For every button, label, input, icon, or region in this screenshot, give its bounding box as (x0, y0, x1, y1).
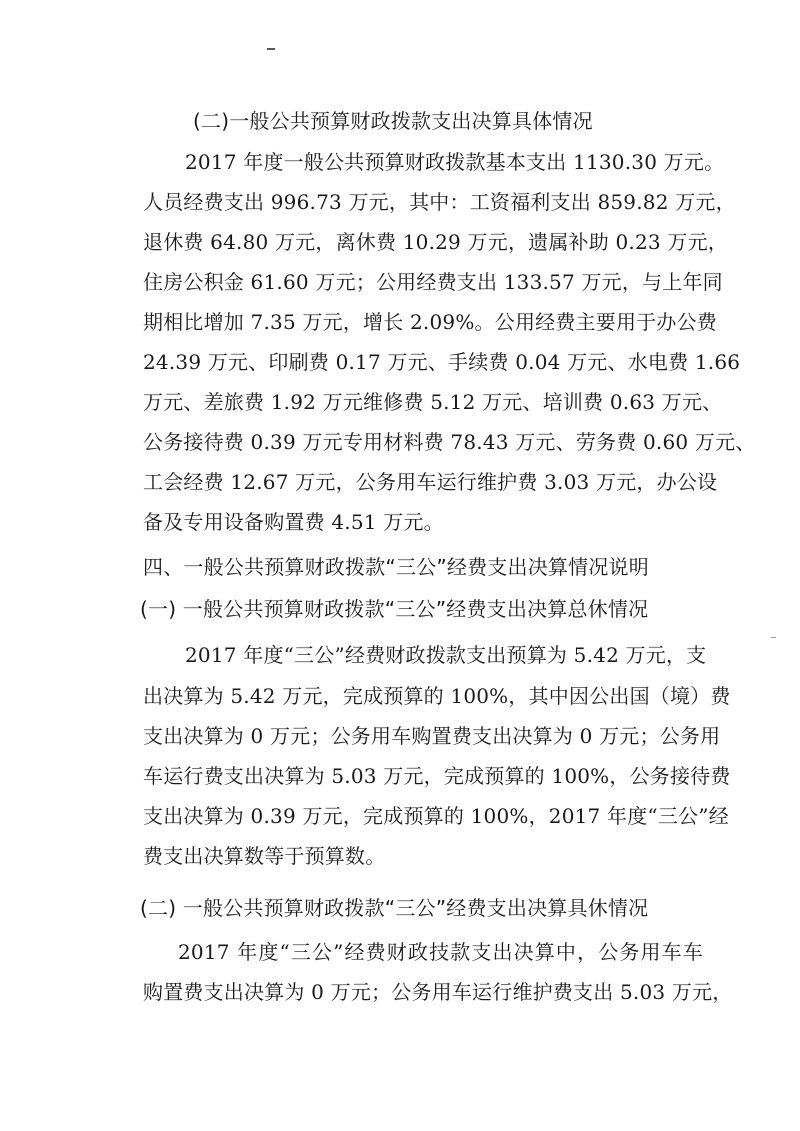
paragraph-line: 出决算为 5.42 万元，完成预算的 100%，其中因公出国（境）费 (143, 684, 731, 708)
paragraph-line: 工会经费 12.67 万元，公务用车运行维护费 3.03 万元，办公设 (143, 470, 718, 494)
paragraph-line: 支出决算为 0 万元；公务用车购置费支出决算为 0 万元；公务用 (143, 724, 721, 748)
paragraph-line: 2017 年度一般公共预算财政拨款基本支出 1130.30 万元。 (185, 150, 725, 174)
paragraph-line: 24.39 万元、印刷费 0.17 万元、手续费 0.04 万元、水电费 1.66 (143, 350, 741, 374)
section-heading-three-public-expenses: 四、一般公共预算财政拨款“三公”经费支出决算情况说明 (143, 555, 649, 579)
subsection-heading-detail: (二) 一般公共预算财政拨款“三公”经费支出决算具休情况 (140, 896, 649, 920)
scan-edge-mark (771, 637, 776, 638)
paragraph-line: 费支出决算数等于预算数。 (143, 844, 386, 868)
paragraph-line: 人员经费支出 996.73 万元，其中：工资福利支出 859.82 万元， (143, 190, 736, 214)
paragraph-line: 车运行费支出决算为 5.03 万元，完成预算的 100%，公务接待费 (143, 764, 731, 788)
paragraph-line: 公务接待费 0.39 万元专用材料费 78.43 万元、劳务费 0.60 万元、 (143, 430, 756, 454)
paragraph-line: 2017 年度“三公”经费财政技款支出决算中，公务用车车 (178, 940, 703, 964)
paragraph-line: 万元、差旅费 1.92 万元维修费 5.12 万元、培训费 0.63 万元、 (143, 390, 723, 414)
paragraph-line: 2017 年度“三公”经费财政拨款支出预算为 5.42 万元，支 (185, 643, 707, 667)
paragraph-line: 购置费支出决算为 0 万元；公务用车运行维护费支出 5.03 万元， (143, 980, 733, 1004)
page-mark (267, 48, 275, 50)
paragraph-line: 住房公积金 61.60 万元；公用经费支出 133.57 万元，与上年同 (143, 270, 723, 294)
paragraph-line: 退休费 64.80 万元，离休费 10.29 万元，遗属补助 0.23 万元， (143, 230, 728, 254)
section-heading-general-budget-detail: (二)一般公共预算财政拨款支出决算具体情况 (193, 109, 593, 133)
subsection-heading-overall: (一) 一般公共预算财政拨款“三公”经费支出决算总休情况 (140, 597, 649, 621)
paragraph-line: 备及专用设备购置费 4.51 万元。 (143, 510, 444, 534)
paragraph-line: 支出决算为 0.39 万元，完成预算的 100%，2017 年度“三公”经 (143, 804, 729, 828)
paragraph-line: 期相比增加 7.35 万元，增长 2.09%。公用经费主要用于办公费 (143, 310, 717, 334)
